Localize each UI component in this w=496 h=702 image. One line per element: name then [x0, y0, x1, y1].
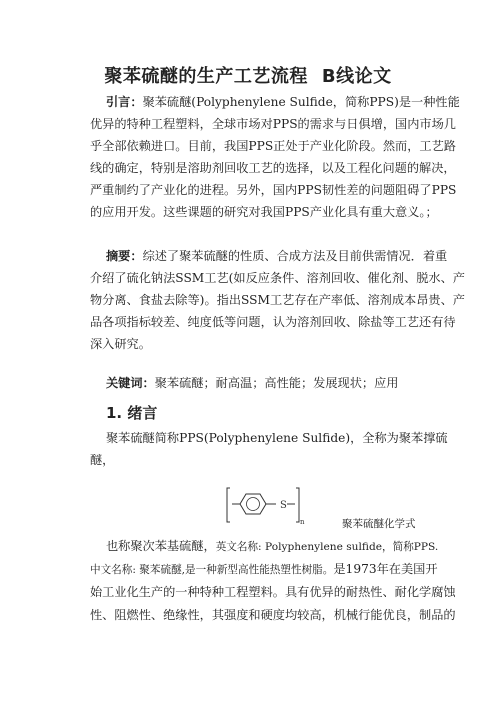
keywords-label: 关键词： [106, 376, 155, 390]
section-line-6: 性、阻燃性、绝缘性，其强度和硬度均较高，机械行能优良，制品的 [90, 608, 456, 622]
intro-line-6: 的应用开发。这些课题的研究对我国PPS产业化具有重大意义。； [90, 205, 438, 219]
abstract-line-1: 摘要：综述了聚苯硫醚的性质、合成方法及目前供需情况．着重 [106, 249, 448, 263]
title-suffix: B线论文 [321, 66, 392, 87]
section-line-5: 始工业化生产的一种特种工程塑料。具有优异的耐热性、耐化学腐蚀 [90, 585, 456, 599]
subscript-n: n [300, 518, 305, 526]
intro-line-4: 线的确定，特别是溶助剂回收工艺的选择，以及工程化问题的解决， [90, 161, 456, 175]
section-line-3: 也称聚次苯基硫醚，英文名称: Polyphenylene sulfide，简称PPS. [106, 539, 439, 553]
intro-line-5: 严重制约了产业化的进程。另外，国内PPS韧性差的问题阻碍了PPS [90, 183, 457, 197]
abstract-line-5: 深入研究。 [90, 337, 151, 351]
sulfur-atom-label: S [280, 500, 287, 511]
abstract-label: 摘要： [106, 249, 143, 263]
section-line-1: 聚苯硫醚简称PPS(Polyphenylene Sulfide)，全称为聚苯撑硫 [106, 431, 448, 445]
chemical-structure-diagram [224, 484, 306, 526]
section-line-4: 中文名称: 聚苯硫醚,是一种新型高性能热塑性树脂。是1973年在美国开 [90, 562, 438, 576]
intro-label: 引言： [106, 95, 143, 109]
keywords-line [106, 375, 399, 391]
section-line-2: 醚， [90, 453, 115, 467]
formula-caption: 聚苯硫醚化学式 [342, 518, 416, 530]
abstract-line-4: 品各项指标较差、纯度低等问题，认为溶剂回收、除盐等工艺还有待 [90, 315, 456, 329]
section-heading: 1. 绪言 [106, 404, 158, 422]
abstract-line-3: 物分离、食盐去除等)。指出SSM工艺存在产率低、溶剂成本昂贵、产 [90, 293, 465, 307]
keywords-text: 聚苯硫醚；耐高温；高性能；发展现状；应用 [154, 376, 399, 390]
intro-line-2: 优异的特种工程塑料，全球市场对PPS的需求与日俱增，国内市场几 [90, 117, 456, 131]
title-main: 聚苯硫醚的生产工艺流程 [104, 66, 308, 87]
intro-line-3: 乎全部依赖进口。目前，我国PPS正处于产业化阶段。然而，工艺路 [90, 139, 456, 153]
document-title [0, 62, 496, 88]
intro-line-1: 引言：聚苯硫醚(Polyphenylene Sulfide，简称PPS)是一种性能 [106, 95, 460, 109]
abstract-line-2: 介绍了硫化钠法SSM工艺(如反应条件、溶剂回收、催化剂、脱水、产 [90, 271, 465, 285]
